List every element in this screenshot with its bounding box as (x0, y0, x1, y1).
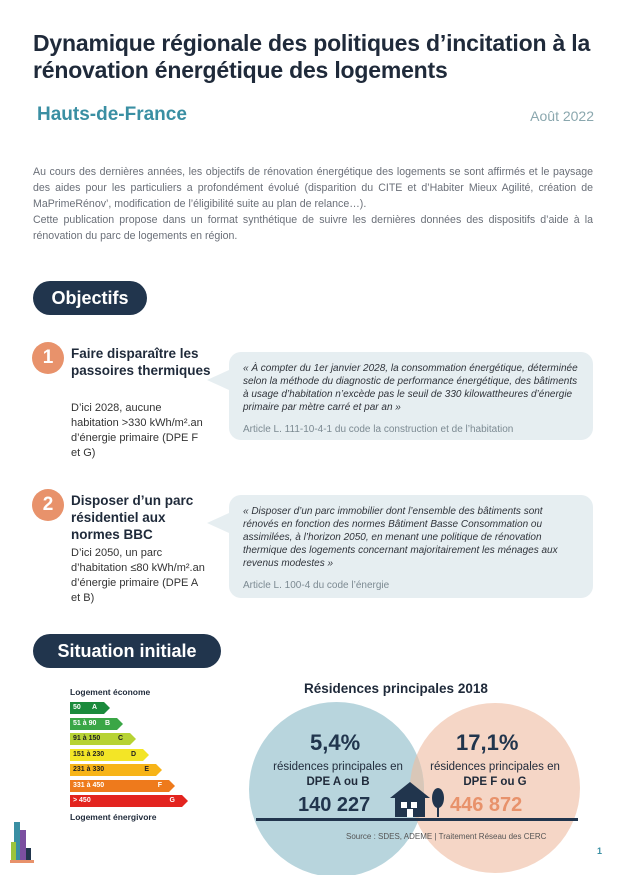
energy-class-a (70, 702, 104, 714)
residences-pct-ab: 5,4% (310, 730, 361, 755)
energy-class-arrow (130, 733, 136, 745)
section-heading-objectifs: Objectifs (33, 281, 147, 315)
energy-class-arrow (117, 718, 123, 730)
energy-class-arrow (143, 749, 149, 761)
energy-class-letter: B (104, 719, 110, 727)
energy-class-arrow (104, 702, 110, 714)
objective-number-2: 2 (32, 489, 64, 521)
energy-class-range: 231 à 330 (73, 766, 105, 773)
energy-class-arrow (169, 780, 175, 792)
page-number: 1 (596, 846, 602, 856)
ground-line (256, 818, 578, 821)
energy-class-letter: A (91, 704, 97, 711)
energy-class-b (70, 718, 117, 730)
energy-class-range: 151 à 230 (73, 750, 105, 758)
page-title: Dynamique régionale des politiques d’incitation à la rénovation énergétique des logements (33, 30, 591, 83)
energy-class-g (70, 795, 182, 807)
cerc-logo-icon (8, 820, 38, 866)
energy-class-letter: D (130, 750, 136, 758)
energy-class-letter: E (144, 766, 149, 773)
energy-class-range: 91 à 150 (73, 735, 101, 742)
energy-class-arrow (156, 764, 162, 776)
objective-quote-1: « À compter du 1er janvier 2028, la consommation énergétique, déterminée selon la méthode du diagnostic de performance énergétique, des bâtiments à usage d’habitation n’excède pas le seuil de 330 kilowattheures d’énergie primaire par mètre carré et par an » (243, 363, 578, 413)
energy-class-range: 50 (73, 704, 81, 711)
region-name: Hauts-de-France (37, 104, 187, 125)
energy-class-d (70, 749, 143, 761)
residences-count-fg: 446 872 (450, 794, 523, 816)
house-icon (386, 776, 446, 820)
residences-label-ab-class: DPE A ou B (306, 776, 370, 788)
objective-quote-2: « Disposer d’un parc immobilier dont l’ensemble des bâtiments sont rénovés en fonction des normes Bâtiment Basse Consommation ou assimilées, à l’horizon 2050, en menant une politique de rénovation thermique des logements concernant majoritairement les ménages aux revenus modestes » (243, 506, 558, 569)
publication-date: Août 2022 (530, 108, 594, 124)
objective-quote-box-1 (229, 352, 593, 440)
energy-class-f (70, 780, 169, 792)
energy-label-bottom: Logement énergivore (70, 812, 157, 822)
residences-label-fg-text: résidences principales en (430, 761, 560, 773)
objective-title-2: Disposer d’un parc résidentiel aux normes BBC (71, 493, 194, 542)
objective-description-1: D’ici 2028, aucune habitation >330 kWh/m².an d’énergie primaire (DPE F et G) (71, 402, 203, 459)
objective-quote-box-2 (229, 495, 593, 598)
objective-number-1: 1 (32, 342, 64, 374)
energy-class-e (70, 764, 156, 776)
energy-class-range: > 450 (73, 797, 91, 804)
objective-title-1: Faire disparaître les passoires thermiques (71, 346, 211, 378)
objective-description-2: D’ici 2050, un parc d’habitation ≤80 kWh/m².an d’énergie primaire (DPE A et B) (71, 547, 205, 604)
residences-label-ab-text: résidences principales en (273, 761, 403, 773)
energy-class-letter: G (169, 797, 175, 804)
residences-title: Résidences principales 2018 (304, 681, 488, 696)
energy-class-c (70, 733, 130, 745)
energy-class-range: 51 à 90 (73, 719, 97, 727)
source-note: Source : SDES, ADEME | Traitement Réseau des CERC (346, 832, 547, 841)
residences-pct-fg: 17,1% (456, 730, 519, 755)
energy-class-arrow (182, 795, 188, 807)
residences-count-ab: 140 227 (298, 794, 371, 816)
energy-class-letter: C (117, 735, 123, 742)
energy-label-top: Logement économe (70, 687, 151, 697)
objective-reference-1: Article L. 111-10-4-1 du code la construction et de l’habitation (243, 424, 514, 435)
energy-class-letter: F (157, 781, 162, 789)
objective-reference-2: Article L. 100-4 du code l’énergie (243, 580, 390, 591)
intro-paragraph-1: Au cours des dernières années, les objectifs de rénovation énergétique des logements se sont affirmés et le paysage des aides pour les particuliers a profondément évolué (disparition du CITE et d’Habiter Mieux Agilité, création de MaPrimeRénov’, modification de l’éligibilité suite au plan de relance…). (33, 166, 593, 210)
intro-paragraph-2: Cette publication propose dans un format synthétique de suivre les dernières données des dispositifs d’aide à la rénovation du parc de logements en région. (33, 214, 593, 242)
section-heading-situation: Situation initiale (33, 634, 221, 668)
residences-label-fg-class: DPE F ou G (463, 776, 527, 788)
intro-text (33, 164, 593, 244)
energy-class-range: 331 à 450 (73, 781, 105, 789)
